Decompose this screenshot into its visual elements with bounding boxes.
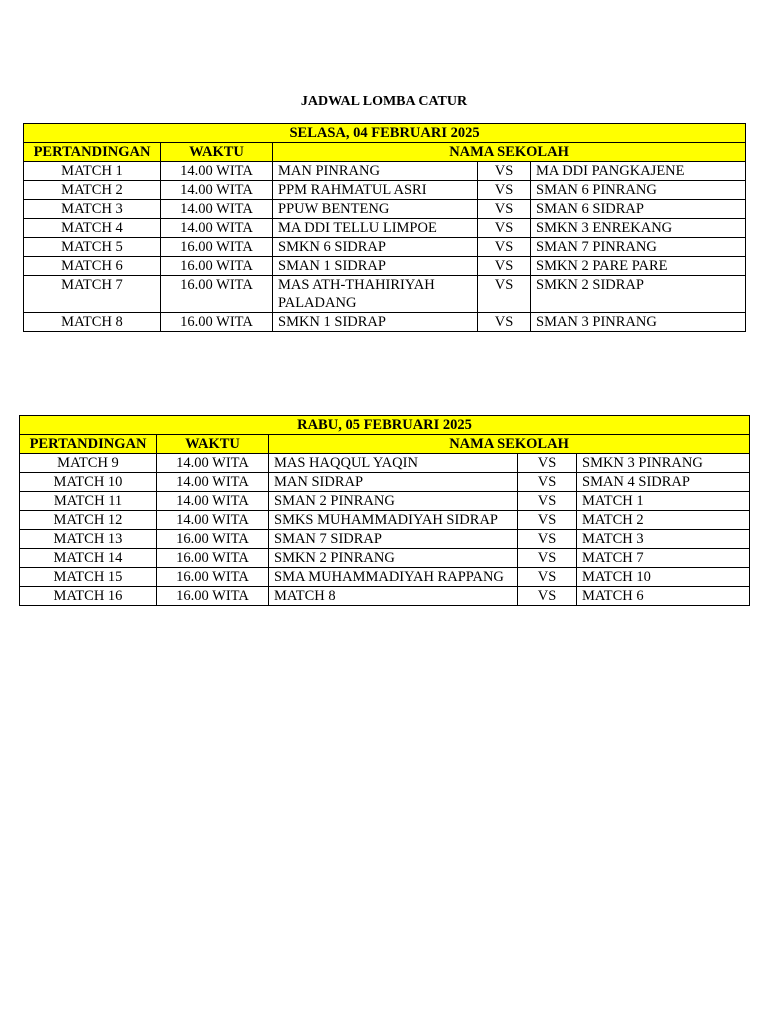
match-cell: MATCH 5 [24,238,161,257]
match-cell: MATCH 2 [24,181,161,200]
team-a-cell: SMKS MUHAMMADIYAH SIDRAP [269,511,518,530]
team-b-cell: MATCH 7 [577,549,750,568]
header-match: PERTANDINGAN [24,143,161,162]
match-cell: MATCH 12 [20,511,157,530]
table-row [24,219,746,238]
team-b-cell: SMKN 3 PINRANG [577,454,750,473]
team-b-cell: SMKN 3 ENREKANG [531,219,746,238]
header-schools: NAMA SEKOLAH [273,143,746,162]
team-b-cell: MATCH 1 [577,492,750,511]
vs-cell: VS [478,162,531,181]
team-b-cell: MATCH 10 [577,568,750,587]
time-cell: 14.00 WITA [157,454,269,473]
table-row [20,587,750,606]
time-cell: 14.00 WITA [157,473,269,492]
time-cell: 14.00 WITA [161,181,273,200]
team-b-cell: SMKN 2 SIDRAP [531,276,746,313]
table-row [24,276,746,313]
header-time: WAKTU [157,435,269,454]
team-a-cell: MAN PINRANG [273,162,478,181]
table-row [24,238,746,257]
table-row [20,454,750,473]
table-row [20,492,750,511]
match-cell: MATCH 8 [24,313,161,332]
team-a-cell: MAS HAQQUL YAQIN [269,454,518,473]
vs-cell: VS [518,568,577,587]
header-time: WAKTU [161,143,273,162]
team-a-cell: SMKN 1 SIDRAP [273,313,478,332]
team-a-cell: MAN SIDRAP [269,473,518,492]
team-b-cell: SMKN 2 PARE PARE [531,257,746,276]
time-cell: 16.00 WITA [161,238,273,257]
match-cell: MATCH 1 [24,162,161,181]
vs-cell: VS [478,181,531,200]
team-a-cell: MATCH 8 [269,587,518,606]
match-cell: MATCH 7 [24,276,161,313]
team-a-cell: SMKN 6 SIDRAP [273,238,478,257]
day-header-row [20,416,750,435]
table-row [20,530,750,549]
match-cell: MATCH 4 [24,219,161,238]
match-cell: MATCH 10 [20,473,157,492]
time-cell: 16.00 WITA [161,276,273,313]
time-cell: 14.00 WITA [161,200,273,219]
vs-cell: VS [478,219,531,238]
team-b-cell: SMAN 6 SIDRAP [531,200,746,219]
team-a-cell: SMKN 2 PINRANG [269,549,518,568]
table-row [24,313,746,332]
team-b-cell: SMAN 4 SIDRAP [577,473,750,492]
vs-cell: VS [478,313,531,332]
table-row [24,162,746,181]
team-a-cell: SMAN 2 PINRANG [269,492,518,511]
time-cell: 16.00 WITA [157,530,269,549]
team-a-cell: MA DDI TELLU LIMPOE [273,219,478,238]
header-match: PERTANDINGAN [20,435,157,454]
match-cell: MATCH 14 [20,549,157,568]
team-a-cell: PPUW BENTENG [273,200,478,219]
vs-cell: VS [518,454,577,473]
vs-cell: VS [518,549,577,568]
vs-cell: VS [518,587,577,606]
match-cell: MATCH 15 [20,568,157,587]
match-cell: MATCH 9 [20,454,157,473]
team-b-cell: MATCH 6 [577,587,750,606]
column-header-row [20,435,750,454]
table-row [24,200,746,219]
vs-cell: VS [478,200,531,219]
team-b-cell: MATCH 3 [577,530,750,549]
time-cell: 16.00 WITA [157,549,269,568]
day-date: SELASA, 04 FEBRUARI 2025 [24,124,746,143]
time-cell: 16.00 WITA [161,313,273,332]
match-cell: MATCH 16 [20,587,157,606]
match-cell: MATCH 3 [24,200,161,219]
time-cell: 16.00 WITA [157,568,269,587]
vs-cell: VS [518,492,577,511]
vs-cell: VS [518,511,577,530]
vs-cell: VS [518,530,577,549]
team-b-cell: SMAN 6 PINRANG [531,181,746,200]
day-header-row [24,124,746,143]
day-date: RABU, 05 FEBRUARI 2025 [20,416,750,435]
team-b-cell: SMAN 7 PINRANG [531,238,746,257]
match-cell: MATCH 13 [20,530,157,549]
match-cell: MATCH 6 [24,257,161,276]
table-row [24,257,746,276]
schedule-table-day-2 [19,415,750,606]
vs-cell: VS [478,257,531,276]
time-cell: 14.00 WITA [157,492,269,511]
team-a-cell: MAS ATH-THAHIRIYAH PALADANG [273,276,478,313]
time-cell: 14.00 WITA [161,219,273,238]
table-row [20,549,750,568]
team-a-cell: SMA MUHAMMADIYAH RAPPANG [269,568,518,587]
team-b-cell: MATCH 2 [577,511,750,530]
team-b-cell: SMAN 3 PINRANG [531,313,746,332]
table-row [20,568,750,587]
team-b-cell: MA DDI PANGKAJENE [531,162,746,181]
vs-cell: VS [518,473,577,492]
time-cell: 14.00 WITA [157,511,269,530]
time-cell: 14.00 WITA [161,162,273,181]
team-a-cell: SMAN 1 SIDRAP [273,257,478,276]
vs-cell: VS [478,238,531,257]
match-cell: MATCH 11 [20,492,157,511]
team-a-cell: PPM RAHMATUL ASRI [273,181,478,200]
team-a-cell: SMAN 7 SIDRAP [269,530,518,549]
header-schools: NAMA SEKOLAH [269,435,750,454]
column-header-row [24,143,746,162]
schedule-table-day-1 [23,123,746,332]
table-row [20,511,750,530]
vs-cell: VS [478,276,531,313]
time-cell: 16.00 WITA [157,587,269,606]
table-row [24,181,746,200]
time-cell: 16.00 WITA [161,257,273,276]
table-row [20,473,750,492]
document-title: JADWAL LOMBA CATUR [300,94,468,109]
